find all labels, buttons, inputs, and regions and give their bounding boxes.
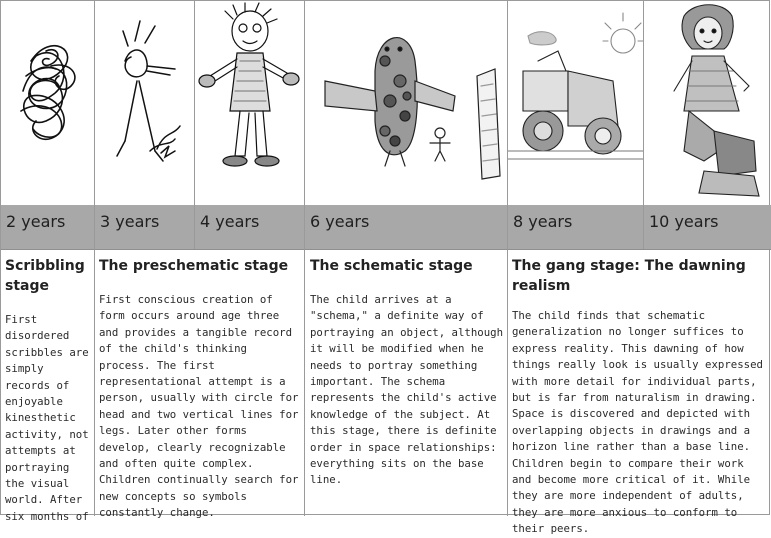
preschematic-drawing-2 (195, 1, 304, 205)
column-divider (94, 1, 95, 516)
column-divider (643, 1, 644, 249)
age-label: 3 years (100, 212, 160, 231)
gang-stage-drawing-person (644, 1, 771, 205)
age-label: 2 years (6, 212, 66, 231)
drawings-row (1, 1, 771, 205)
age-label: 10 years (649, 212, 719, 231)
stage-description: The child finds that schematic generalization no longer suffices to express reality. This dawning of how things really look is usually expressed with more detail for individual parts, but is far from naturalism in drawing. Space is discovered and depicted with overlapping objects in drawings and a horizon line rather than a base line. Children begin to compare their work and become more critical of it. While they are more independent of adults, they are more anxious to conform to their peers. (512, 309, 763, 536)
stage-description: First disordered scribbles are simply records of enjoyable kinesthetic activity, not attempts at portraying the visual world. After six months of (5, 313, 89, 523)
age-label: 8 years (513, 212, 573, 231)
stage-title: The schematic stage (310, 258, 473, 274)
age-label: 6 years (310, 212, 370, 231)
column-divider (507, 1, 508, 516)
stage-title: The preschematic stage (99, 258, 289, 274)
stage-cell-gang (512, 250, 769, 536)
stage-cell-scribbling (5, 250, 91, 523)
stage-description: First conscious creation of form occurs around age three and provides a tangible record of the child's thinking process. The first representational attempt is a person, usually with circle for head and two vertical lines for legs. Later other forms develop, clearly recognizable and often quite complex. Children continually search for new concepts so symbols constantly change. (99, 293, 299, 520)
age-label: 4 years (200, 212, 260, 231)
gang-stage-drawing-tractor (508, 1, 643, 205)
stage-description: The child arrives at a "schema," a definite way of portraying an object, although it will be modified when he needs to portray something important. The schema represents the child's active knowledge of the subject. At this stage, there is definite order in space relationships: everything sits on the base line. (310, 293, 504, 487)
stage-title: The gang stage: The dawning realism (512, 258, 746, 294)
column-divider (194, 1, 195, 249)
schematic-drawing (305, 1, 507, 205)
preschematic-drawing-1 (95, 1, 194, 205)
stage-cell-preschematic (99, 250, 303, 520)
column-divider (304, 1, 305, 516)
scribble-drawing (1, 1, 94, 205)
stage-title: Scribbling stage (5, 258, 85, 294)
stage-cell-schematic (310, 250, 505, 516)
